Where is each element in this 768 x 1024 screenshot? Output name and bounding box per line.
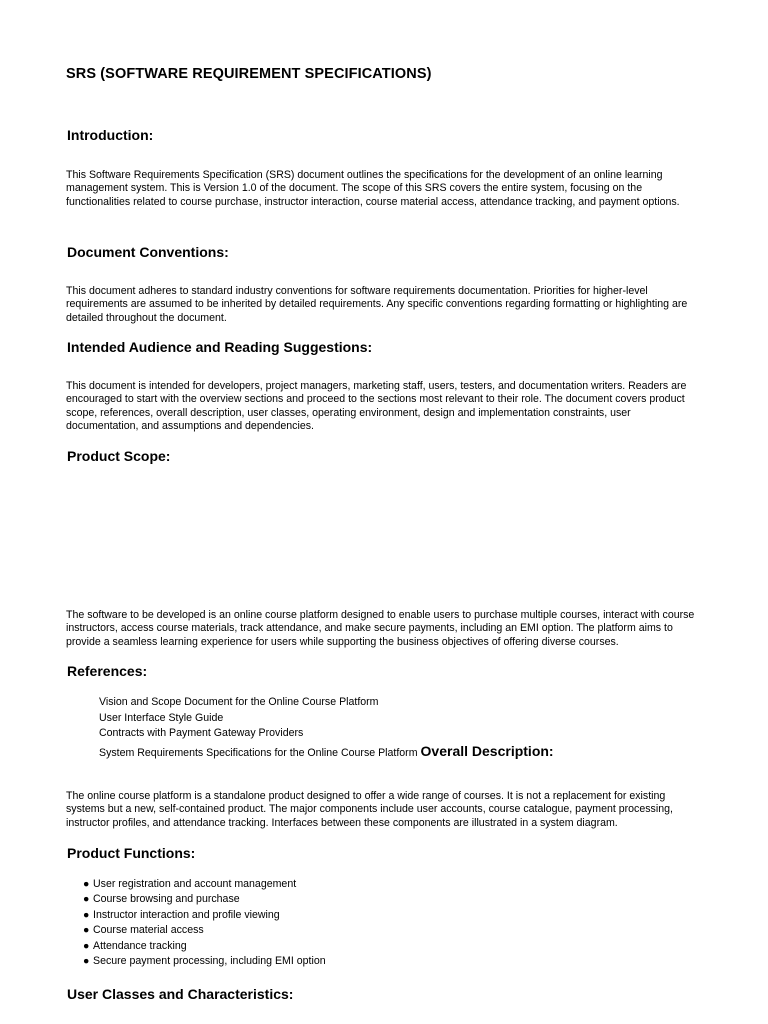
bullet-icon: ● (83, 908, 90, 921)
list-item (83, 939, 326, 954)
list-item-text: Attendance tracking (93, 939, 187, 952)
overall-description-heading: Overall Description: (420, 742, 554, 759)
conventions-paragraph: This document adheres to standard industry conventions for software requirements documentation. Priorities for higher-level requirements are assumed to be inherited by detailed requirements. Any specific conventions regarding formatting or highlighting are detailed throughout the document. (66, 285, 688, 324)
reference-item: Contracts with Payment Gateway Providers (99, 727, 304, 740)
audience-heading: Intended Audience and Reading Suggestions: (67, 339, 373, 355)
product-functions-heading: Product Functions: (67, 845, 196, 861)
list-item-text: Instructor interaction and profile viewing (93, 908, 280, 921)
list-item (83, 954, 326, 969)
reference-item: System Requirements Specifications for the Online Course Platform (99, 746, 418, 759)
references-heading: References: (67, 663, 148, 679)
list-item (83, 877, 326, 892)
product-functions-list (83, 877, 326, 969)
reference-item: Vision and Scope Document for the Online Course Platform (99, 696, 379, 708)
product-scope-heading: Product Scope: (67, 448, 171, 464)
list-item (83, 892, 326, 907)
overall-description-paragraph: The online course platform is a standalone product designed to offer a wide range of courses. It is not a replacement for existing systems but a new, self-contained product. The major components include user accounts, course catalogue, payment processing, instructor profiles, and attendance tracking. Interfaces between these components are illustrated in a system diagram. (66, 790, 673, 829)
user-classes-heading: User Classes and Characteristics: (67, 986, 294, 1002)
conventions-heading: Document Conventions: (67, 244, 229, 260)
list-item-text: User registration and account management (93, 878, 297, 890)
list-item-text: Secure payment processing, including EMI option (93, 954, 326, 967)
document-title: SRS (SOFTWARE REQUIREMENT SPECIFICATIONS) (66, 66, 432, 82)
references-list (99, 695, 719, 760)
reference-item-with-heading (99, 742, 719, 760)
bullet-icon: ● (83, 924, 90, 937)
introduction-heading: Introduction: (67, 127, 154, 143)
product-scope-paragraph: The software to be developed is an online course platform designed to enable users to purchase multiple courses, interact with course instructors, access course materials, track attendance, and make secure payments, including an EMI option. The platform aims to provide a seamless learning experience for users while supporting the business objectives of offering diverse courses. (66, 609, 695, 648)
list-item-text: Course material access (93, 924, 204, 937)
bullet-icon: ● (83, 939, 90, 952)
bullet-icon: ● (83, 954, 90, 967)
bullet-icon: ● (83, 893, 90, 906)
introduction-paragraph: This Software Requirements Specification (SRS) document outlines the specifications for the development of an online learning management system. This is Version 1.0 of the document. The scope of this SRS covers the entire system, focusing on the functionalities related to course purchase, instructor interaction, course material access, attendance tracking, and payment options. (66, 169, 680, 208)
list-item (83, 923, 326, 938)
list-item (83, 908, 326, 923)
list-item-text: Course browsing and purchase (93, 893, 240, 906)
reference-item: User Interface Style Guide (99, 711, 224, 724)
audience-paragraph: This document is intended for developers, project managers, marketing staff, users, testers, and documentation writers. Readers are encouraged to start with the overview sections and proceed to the sections most relevant to their role. The document covers product scope, references, overall description, user classes, operating environment, design and implementation constraints, user documentation, and assumptions and dependencies. (66, 380, 687, 433)
bullet-icon: ● (83, 878, 90, 890)
